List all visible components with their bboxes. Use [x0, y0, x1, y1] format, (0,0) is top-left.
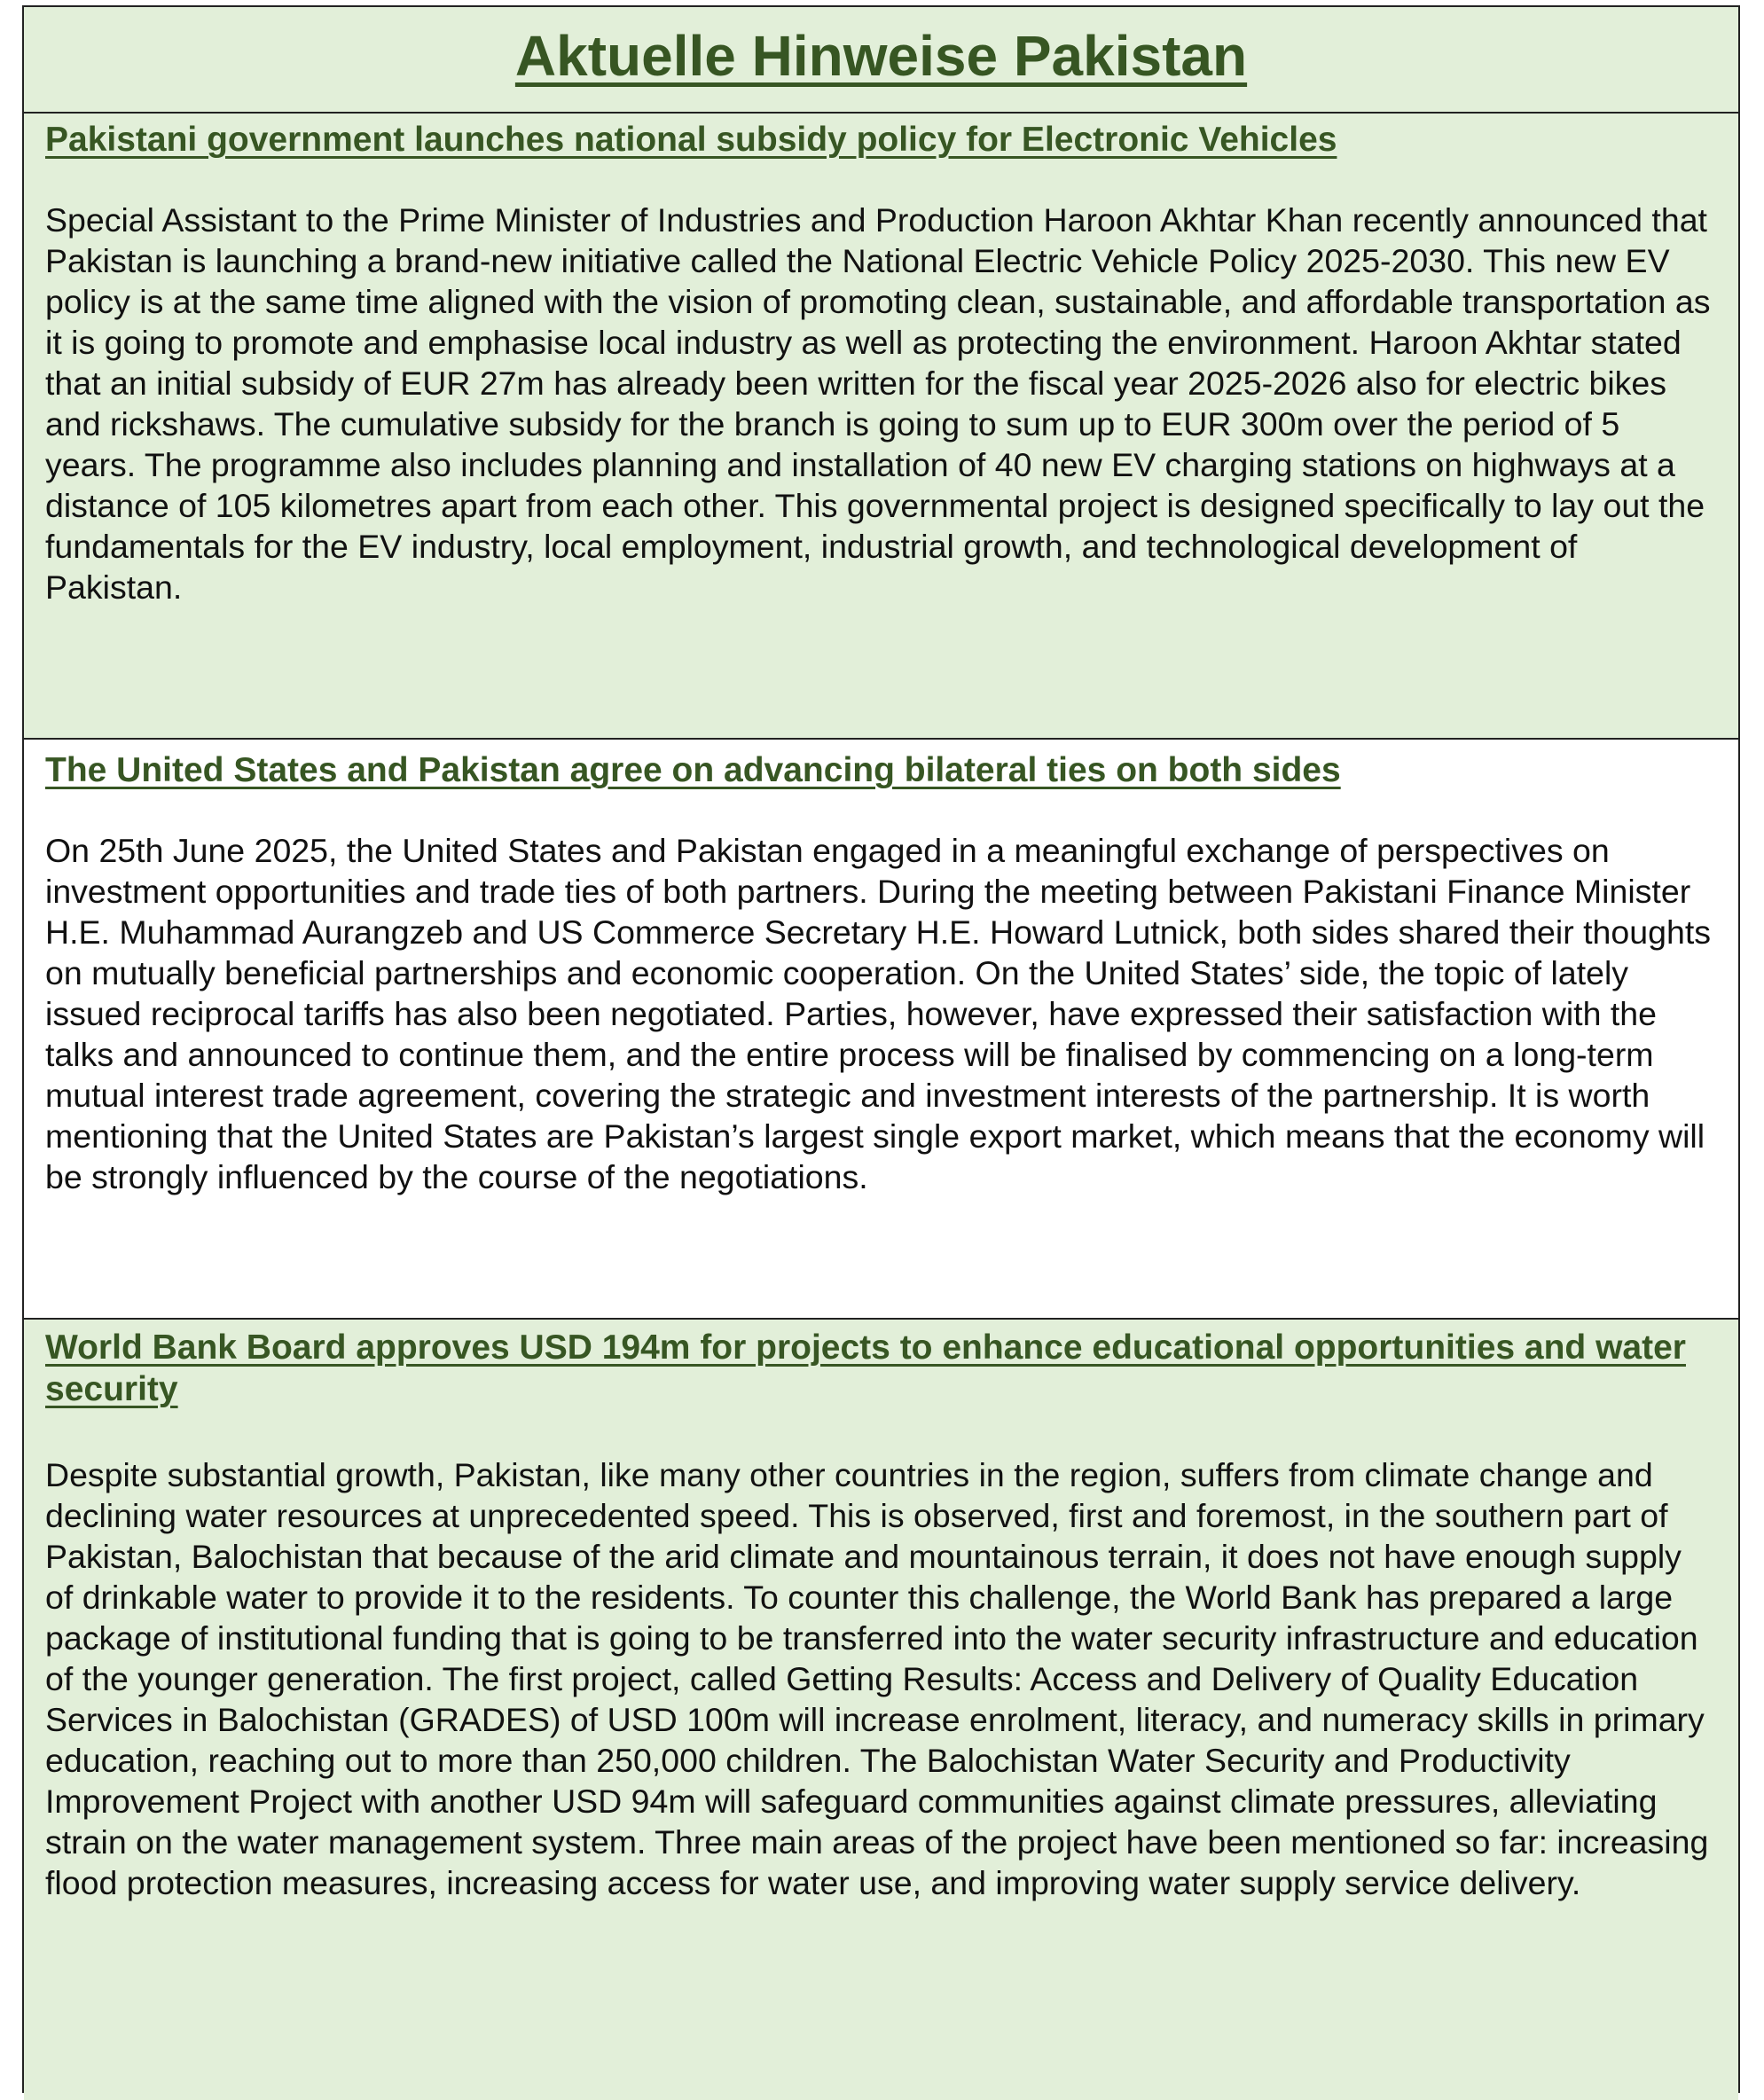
title-banner [24, 7, 1738, 114]
article-body: Special Assistant to the Prime Minister of Industries and Production Haroon Akhtar Khan recently announced that Pakistan is launching a brand-new initiative called the National Electric Vehicle Policy 2025-2030. This new EV policy is at the same time aligned with the vision of promoting clean, sustainable, and affordable transportation as it is going to promote and emphasise local industry as well as protecting the environment. Haroon Akhtar stated that an initial subsidy of EUR 27m has already been written for the fiscal year 2025-2026 also for electric bikes and rickshaws. The cumulative subsidy for the branch is going to sum up to EUR 300m over the period of 5 years. The programme also includes planning and installation of 40 new EV charging stations on highways at a distance of 105 kilometres apart from each other. This governmental project is designed specifically to lay out the fundamentals for the EV industry, local employment, industrial growth, and technological development of Pakistan. [45, 201, 1711, 606]
page-title: Aktuelle Hinweise Pakistan [514, 24, 1248, 88]
article-heading: World Bank Board approves USD 194m for projects to enhance educational opportunities and water security [45, 1328, 1686, 1408]
document-frame [22, 5, 1740, 2093]
article-heading: Pakistani government launches national subsidy policy for Electronic Vehicles [45, 121, 1337, 159]
article-body: On 25th June 2025, the United States and Pakistan engaged in a meaningful exchange of perspectives on investment opportunities and trade ties of both partners. During the meeting between Pakistani Finance Minister H.E. Muhammad Aurangzeb and US Commerce Secretary H.E. Howard Lutnick, both sides shared their thoughts on mutually beneficial partnerships and economic cooperation. On the United States’ side, the topic of lately issued reciprocal tariffs has also been negotiated. Parties, however, have expressed their satisfaction with the talks and announced to continue them, and the entire process will be finalised by commencing on a long-term mutual interest trade agreement, covering the strategic and investment interests of the partnership. It is worth mentioning that the United States are Pakistan’s largest single export market, which means that the economy will be strongly influenced by the course of the negotiations. [45, 832, 1711, 1195]
article-heading: The United States and Pakistan agree on advancing bilateral ties on both sides [45, 751, 1341, 789]
article-ev-subsidy [24, 114, 1738, 740]
article-us-pakistan-ties [24, 740, 1738, 1320]
article-world-bank-funding [24, 1320, 1738, 2100]
article-body: Despite substantial growth, Pakistan, like many other countries in the region, suffers from climate change and declining water resources at unprecedented speed. This is observed, first and foremost, in the southern part of Pakistan, Balochistan that because of the arid climate and mountainous terrain, it does not have enough supply of drinkable water to provide it to the residents. To counter this challenge, the World Bank has prepared a large package of institutional funding that is going to be transferred into the water security infrastructure and education of the younger generation. The first project, called Getting Results: Access and Delivery of Quality Education Services in Balochistan (GRADES) of USD 100m will increase enrolment, literacy, and numeracy skills in primary education, reaching out to more than 250,000 children. The Balochistan Water Security and Productivity Improvement Project with another USD 94m will safeguard communities against climate pressures, alleviating strain on the water management system. Three main areas of the project have been mentioned so far: increasing flood protection measures, increasing access for water use, and improving water supply service delivery. [45, 1456, 1709, 1901]
